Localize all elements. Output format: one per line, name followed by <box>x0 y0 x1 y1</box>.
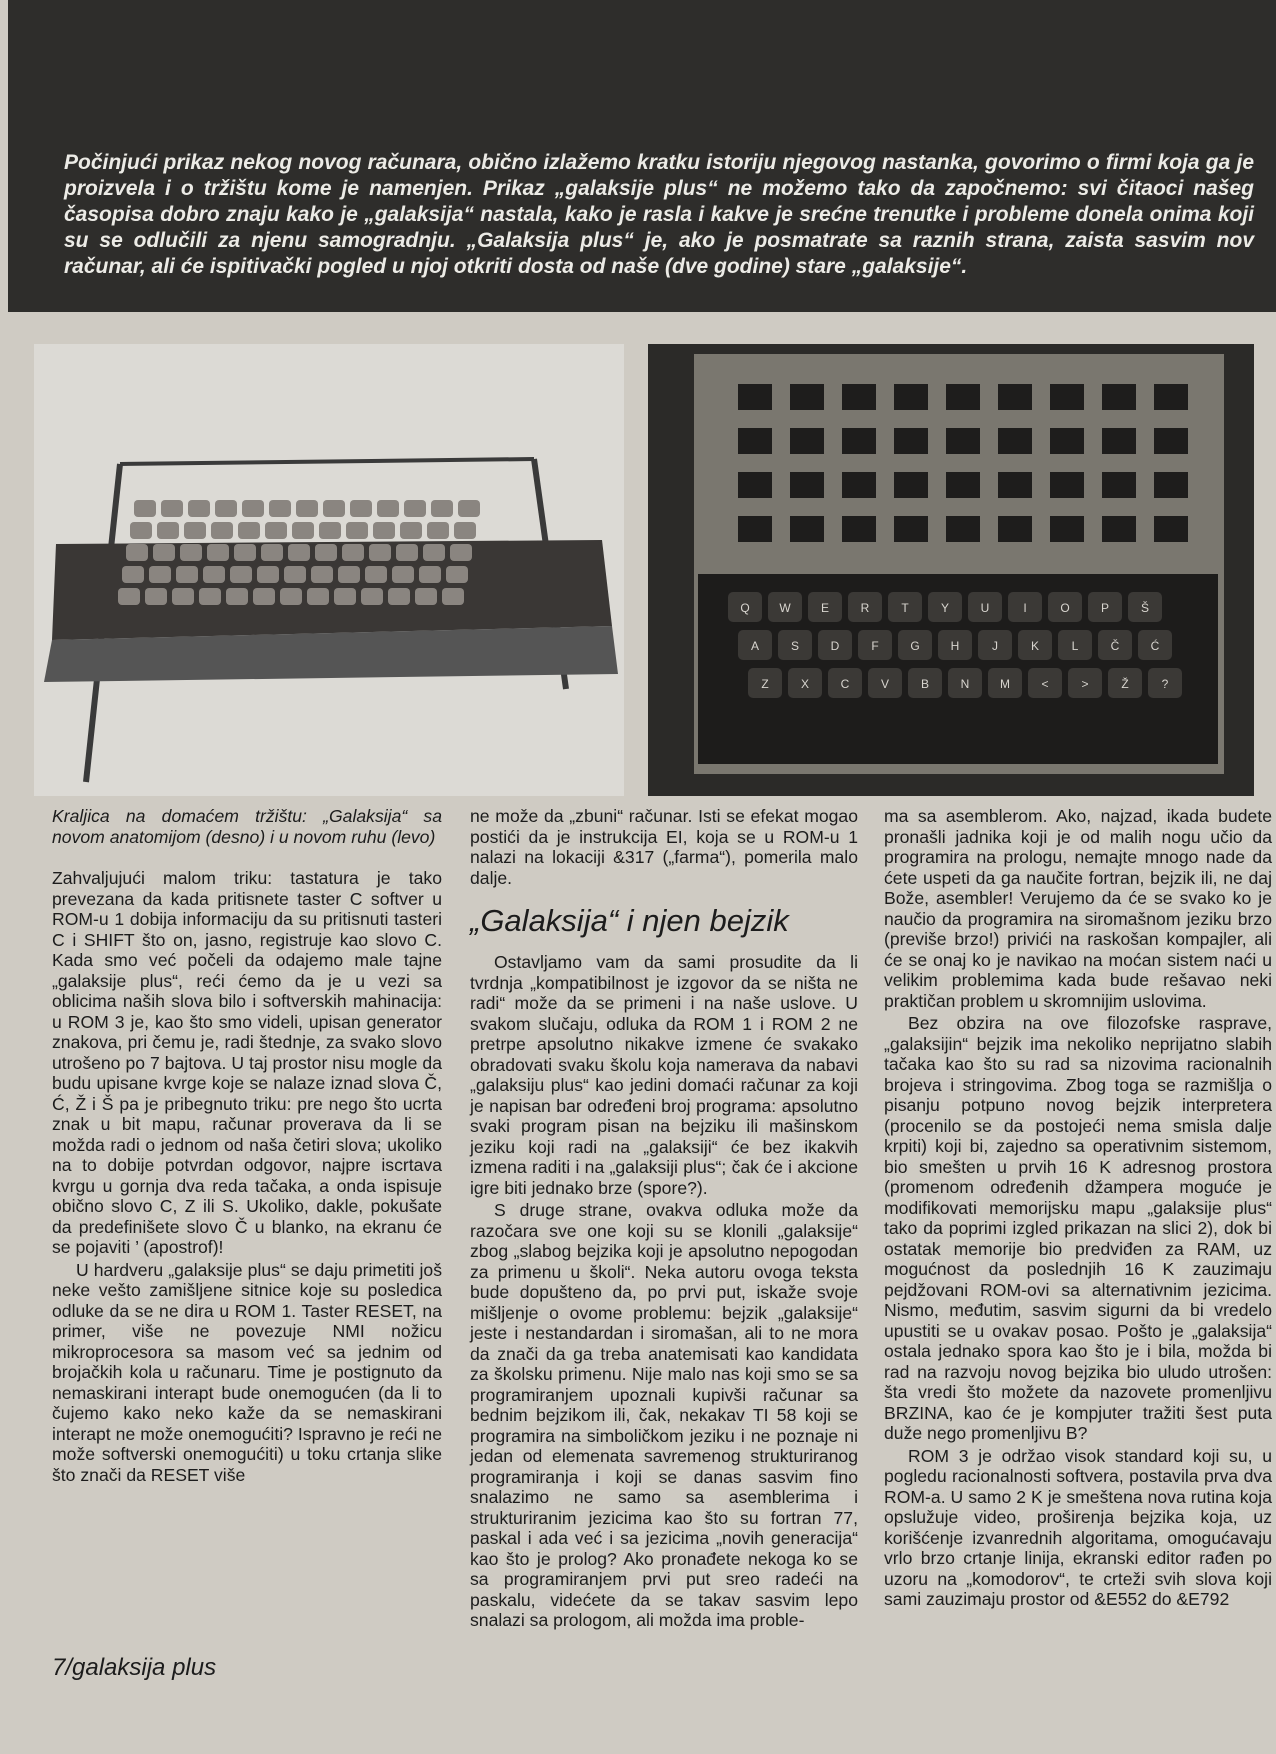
keycap <box>226 588 248 605</box>
chip <box>790 472 824 498</box>
keycap <box>149 566 171 583</box>
photo-caption: Kraljica na domaćem tržištu: „Galaksija“ sa novom anatomijom (desno) i u novom ruhu (levo) <box>52 806 442 847</box>
chip <box>998 516 1032 542</box>
keycap <box>257 566 279 583</box>
keycap <box>323 500 345 517</box>
chip <box>998 384 1032 410</box>
board-keycap-label: P <box>1100 601 1110 615</box>
keycap <box>122 566 144 583</box>
chip <box>946 384 980 410</box>
chip <box>1102 472 1136 498</box>
chip <box>894 428 928 454</box>
keycap <box>404 500 426 517</box>
board-keycap-label: M <box>1000 677 1010 691</box>
photo-galaksija-case <box>34 344 624 796</box>
keycap <box>265 522 287 539</box>
keycap <box>369 544 391 561</box>
keycap <box>207 544 229 561</box>
board-keycap-label: > <box>1081 677 1089 691</box>
keycap <box>392 566 414 583</box>
keycap <box>319 522 341 539</box>
board-keycap-label: U <box>980 601 990 615</box>
column-2 <box>470 806 858 1633</box>
keycap <box>199 588 221 605</box>
col3-paragraph: ma sa asemblerom. Ako, najzad, ikada budete pronašli jadnika koji je od malih nogu učio da programira na prologu, nemajte mnogo nade da ćete uspeti da ga naučite fortran, bejzik ili, ne daj Bože, asembler! Verujemo da će se svako ko je naučio da programira na siromašnom jeziku brzo (previše brzo!) privići na raskošan kompajler, ali će se onaj ko je navikao na moćan sistem naći u velikim problemima kada bude rešavao neki praktičan problem u skromnijim uslovima. <box>884 806 1272 1011</box>
board-keycap-label: Y <box>940 601 950 615</box>
chip <box>1050 428 1084 454</box>
col2-paragraph: S druge strane, ovakva odluka može da razočara sve one koji su se klonili „galaksije“ zbog „slabog bejzika koji je apsolutno nepogodan za primenu u školi“. Neka autoru ovoga teksta bude dopušteno da, po prvi put, iskaže svoje mišljenje o ovome problemu: bejzik „galaksije“ jeste i nestandardan i siromašan, ali to ne mora da znači da ga treba anatemisati kao kandidata za školsku primenu. Nije malo nas koji smo se sa programiranjem upoznali kupivši računar sa bednim bejzikom ili, čak, nekakav TI 58 koji se programira na simboličkom jeziku i ne poznaje ni jedan od elemenata savremenog strukturiranog programiranja i koji se danas sasvim fino snalazimo ne samo sa asemblerima i strukturiranim jezicima kao što su fortran 77, paskal i ada već i sa jezicima „novih generacija“ kao što je prolog? Ako pronađete nekoga ko se sa programiranjem prvi put sreo radeći na paskalu, videćete da se takav sasvim lepo snalazi sa prologom, ali možda ima proble- <box>470 1200 858 1630</box>
keycap <box>188 500 210 517</box>
keycap <box>454 522 476 539</box>
keycap <box>161 500 183 517</box>
chip <box>1102 384 1136 410</box>
column-3 <box>884 806 1272 1612</box>
board-keycap-label: Ć <box>1150 639 1160 653</box>
keycap <box>126 544 148 561</box>
chip <box>790 516 824 542</box>
keycap <box>458 500 480 517</box>
keycap <box>431 500 453 517</box>
chip <box>842 472 876 498</box>
keycap <box>427 522 449 539</box>
chip <box>1050 472 1084 498</box>
board-keycap-label: Č <box>1110 639 1120 653</box>
keycap <box>253 588 275 605</box>
keycap <box>377 500 399 517</box>
chip <box>894 516 928 542</box>
chip <box>842 384 876 410</box>
keycap <box>361 588 383 605</box>
section-heading: „Galaksija“ i njen bejzik <box>470 903 789 938</box>
keycap <box>423 544 445 561</box>
page-footer: 7/galaksija plus <box>52 1654 217 1681</box>
col3-paragraph: Bez obzira na ove filozofske rasprave, „galaksijin“ bejzik ima nekoliko neprijatno slabih tačaka kao što su rad sa nizovima racionalnih brojeva i stringovima. Zbog toga se razmišlja o pisanju potpuno novog bejzik interpretera (procenilo se da postojeći nema smisla dalje krpiti) koji bi, zajedno sa operativnim sistemom, bio smešten u prvih 16 K adresnog prostora (promenom određenih džampera moguće je modifikovati memorijsku mapu „galaksije plus“ tako da poprimi izgled prikazan na slici 2), dok bi ostatak memorije bio predviđen za RAM, uz mogućnost da poslednjih 16 K zauzimaju pejdžovani ROM-ovi sa alternativnim jezicima. Nismo, međutim, sasvim sigurni da bi vredelo upustiti se u ovakav posao. Pošto je „galaksija“ ostala jednako spora kao što je i bila, možda bi rad na razvoju novog bejzika bio uludo utrošen: šta vredi što možete da nazovete promenljivu BRZINA, kao će je kompjuter tražiti šest puta duže nego promenljivu B? <box>884 1013 1272 1443</box>
col1-paragraph: U hardveru „galaksije plus“ se daju primetiti još neke vešto zamišljene sitnice koje su posledica odluke da se ne dira u ROM 1. Taster RESET, na primer, više ne povezuje NMI nožicu mikroprocesora sa masom već sa jednim od brojačkih kola u računaru. Time je postignuto da nemaskirani interapt bude onemogućen (da li to čujemo kako neko kaže da se nemaskirani interapt ne može onemogućiti? Ispravno je reći ne može softverski onemogućiti) u toku crtanja slike što znači da RESET više <box>52 1259 442 1485</box>
board-keycap-label: A <box>750 639 760 653</box>
chip <box>946 472 980 498</box>
keycap <box>373 522 395 539</box>
chip <box>1154 384 1188 410</box>
board-keycap-label: N <box>960 677 970 691</box>
keycap <box>400 522 422 539</box>
keycap <box>184 522 206 539</box>
keycap <box>342 544 364 561</box>
keycap <box>261 544 283 561</box>
col2-paragraph: Ostavljamo vam da sami prosudite da li tvrdnja „kompatibilnost je izgovor da se ništa ne radi“ može da se primeni i na naše uslove. U svakom slučaju, odluka da ROM 1 i ROM 2 ne pretrpe apsolutno nikakve izmene će svakako obradovati svaku školu koja namerava da nabavi „galaksiju plus“ kao jedini domaći računar za koji je napisan bar određeni broj programa: apsolutno svaki program pisan na bejziku ili mašinskom jeziku koji radi na „galaksiji“ će bez ikakvih izmena raditi i na „galaksiji plus“; čak će i akcione igre biti jednako brze (spore?). <box>470 952 858 1198</box>
keycap <box>118 588 140 605</box>
keycap <box>365 566 387 583</box>
keycap <box>284 566 306 583</box>
keycap <box>130 522 152 539</box>
keycap <box>172 588 194 605</box>
keycap <box>338 566 360 583</box>
keycap <box>238 522 260 539</box>
board-keycap-label: G <box>910 639 920 653</box>
chip <box>842 428 876 454</box>
chip <box>1102 428 1136 454</box>
board-keycap-label: ? <box>1161 677 1169 691</box>
keycap <box>153 544 175 561</box>
col1-paragraph: Zahvaljujući malom triku: tastatura je tako prevezana da kada pritisnete taster C softver u ROM-u 1 dobija informaciju da su pritisnuti tasteri C i SHIFT što on, jasno, registruje kao slovo C. Kada smo već počeli da odajemo male tajne „galaksije plus“, reći ćemo da je u vezi sa oblicima naših slova bilo i softverskih mahinacija: u ROM 3 je, kao što smo videli, upisan generator znakova, pri čemu je, radi štednje, za svako slovo utrošeno po 7 bajtova. U taj prostor nisu mogle da budu upisane kvrge koje se nalaze iznad slova Č, Ć, Ž i Š pa je pribegnuto triku: pre nego što ucrta znak u bit mapu, računar proverava da li se možda radi o jednom od naša četiri slova; ukoliko na to dobije potvrdan odgovor, najpre iscrtava kvrgu u gornja dva reda tačaka, a onda ispisuje obično slovo C, Z ili S. Ukoliko, dakle, pokušate da predefinišete slovo Č u blanko, na ekranu će se pojaviti ’ (apostrof)! <box>52 868 442 1257</box>
keycap <box>269 500 291 517</box>
chip <box>790 428 824 454</box>
board-keycap-label: C <box>840 677 850 691</box>
board-keycap-label: D <box>830 639 840 653</box>
board-keycap-label: V <box>880 677 890 691</box>
chip <box>738 472 772 498</box>
board-keycap-label: H <box>950 639 960 653</box>
board-keycap-label: Š <box>1140 601 1150 615</box>
keycap <box>450 544 472 561</box>
col2-top-paragraph: ne može da „zbuni“ računar. Isti se efekat mogao postići da je instrukcija EI, koja se u ROM-u 1 nalazi na lokaciji &317 („farma“), pomerila malo dalje. <box>470 806 858 888</box>
photo-galaksija-plus-board <box>648 344 1254 796</box>
board-keycap-label: X <box>800 677 810 691</box>
board-keycap-label: L <box>1071 639 1079 653</box>
board-keycap-label: I <box>1023 601 1027 615</box>
keycap <box>296 500 318 517</box>
keycap <box>242 500 264 517</box>
board-keycap-label: K <box>1030 639 1040 653</box>
keycap <box>311 566 333 583</box>
board-keycap-label: Q <box>740 601 750 615</box>
keycap <box>280 588 302 605</box>
board-keycap-label: S <box>790 639 800 653</box>
keycap <box>442 588 464 605</box>
chip <box>894 384 928 410</box>
chip <box>1154 472 1188 498</box>
chip <box>998 472 1032 498</box>
keycap <box>180 544 202 561</box>
keycap <box>234 544 256 561</box>
chip <box>738 428 772 454</box>
keycap <box>176 566 198 583</box>
board-keycap-label: O <box>1060 601 1070 615</box>
keycap <box>388 588 410 605</box>
chip <box>1154 428 1188 454</box>
keycap <box>145 588 167 605</box>
chip <box>790 384 824 410</box>
keycap <box>157 522 179 539</box>
keycap <box>446 566 468 583</box>
keycap <box>307 588 329 605</box>
chip <box>738 516 772 542</box>
column-1 <box>52 806 442 1487</box>
board-keycap-label: B <box>920 677 930 691</box>
chip <box>842 516 876 542</box>
keycap <box>292 522 314 539</box>
keycap <box>350 500 372 517</box>
keycap <box>211 522 233 539</box>
board-keycap-label: E <box>820 601 830 615</box>
chip <box>738 384 772 410</box>
keycap <box>230 566 252 583</box>
chip <box>998 428 1032 454</box>
keycap <box>315 544 337 561</box>
chip <box>946 516 980 542</box>
chip <box>1102 516 1136 542</box>
board-keycap-label: < <box>1041 677 1049 691</box>
col3-paragraph: ROM 3 je održao visok standard koji su, u pogledu racionalnosti softvera, postavila prva dva ROM-a. U samo 2 K je smeštena nova rutina koja opslužuje video, proširenja bejzika koja, uz korišćenje izvanrednih algoritama, omogućavaju vrlo brzo crtanje linija, ekranski editor rađen po uzoru na „komodorov“, te crteži svih slova koji sami zauzimaju prostor od &E552 do &E792 <box>884 1445 1272 1609</box>
board-keycap-label: J <box>992 639 998 653</box>
board-keycap-label: R <box>860 601 870 615</box>
intro-text: Počinjući prikaz nekog novog računara, obično izlažemo kratku istoriju njegovog nastanka, govorimo o firmi koja ga je proizvela i o tržištu kome je namenjen. Prikaz „galaksije plus“ ne možemo tako da započnemo: svi čitaoci našeg časopisa dobro znaju kako je „galaksija“ nastala, kako je rasla i kakve je srećne trenutke i probleme donela onima koji su se odlučili za njenu samogradnju. „Galaksija plus“ je, ako je posmatrate sa raznih strana, zaista sasvim nov računar, ali će ispitivački pogled u njoj otkriti dosta od naše (dve godine) stare „galaksije“. <box>64 151 1254 278</box>
keycap <box>396 544 418 561</box>
keycap <box>346 522 368 539</box>
keycap <box>419 566 441 583</box>
chip <box>1050 516 1084 542</box>
chip <box>1050 384 1084 410</box>
keycap <box>415 588 437 605</box>
keycap <box>134 500 156 517</box>
board-keycap-label: Ž <box>1121 677 1129 691</box>
chip <box>1154 516 1188 542</box>
board-keycap-label: Z <box>761 677 769 691</box>
keycap <box>288 544 310 561</box>
keycap <box>334 588 356 605</box>
board-keycap-label: W <box>779 601 791 615</box>
keycap <box>203 566 225 583</box>
board-keycap-label: T <box>901 601 909 615</box>
keycap <box>215 500 237 517</box>
chip <box>894 472 928 498</box>
board-keycap-label: F <box>871 639 879 653</box>
chip <box>946 428 980 454</box>
